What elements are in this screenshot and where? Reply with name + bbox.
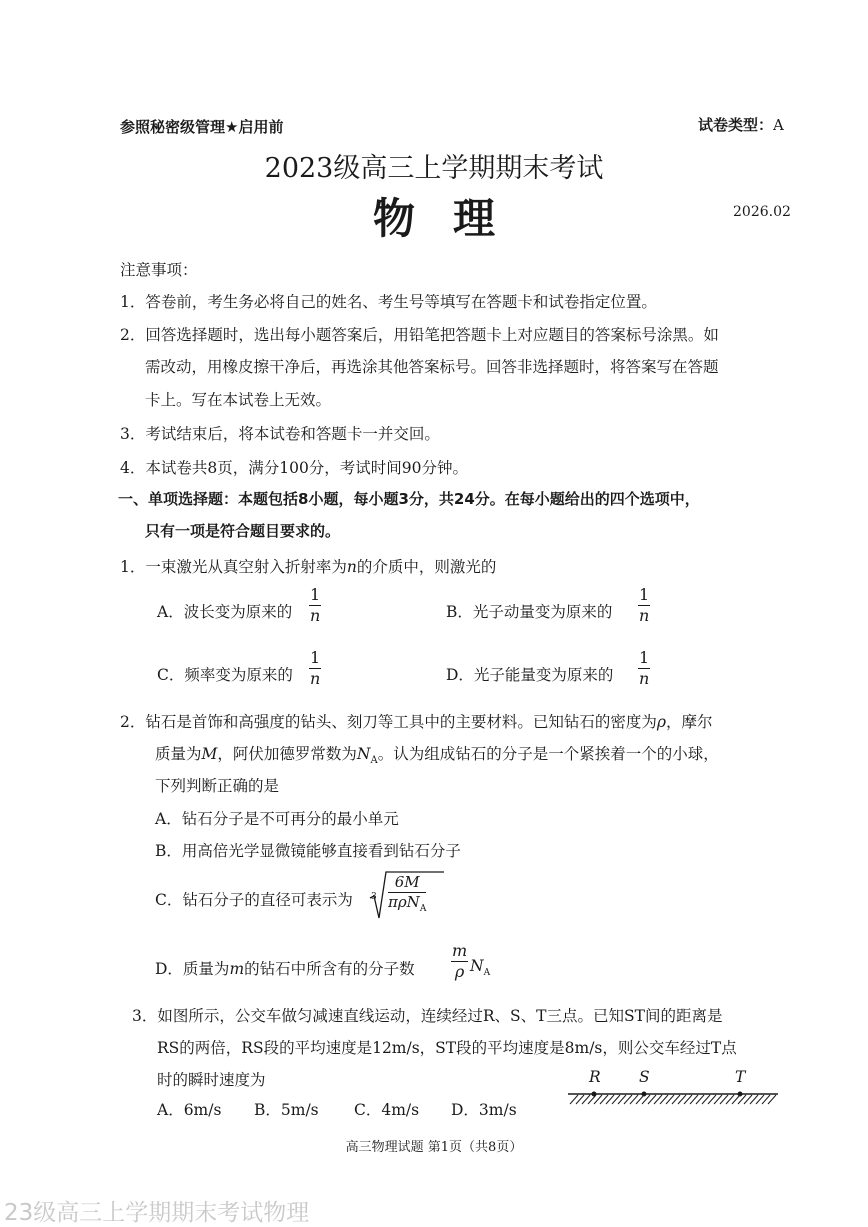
q2-option-c: C．钻石分子的直径可表示为 [155, 891, 353, 909]
question-1-stem: 1．一束激光从真空射入折射率为n的介质中，则激光的 [120, 558, 497, 576]
road-hatch-figure [566, 1090, 780, 1110]
q1-option-b-fraction: 1 n [638, 585, 650, 625]
question-3-stem-cont: RS的两倍，RS段的平均速度是12m/s，ST段的平均速度是8m/s，则公交车经过T点 [157, 1039, 737, 1057]
exam-title: 2023级高三上学期期末考试 [264, 153, 604, 184]
note-item: 卡上。写在本试卷上无效。 [145, 391, 332, 409]
watermark-text: 23级高三上学期期末考试物理 [4, 1200, 310, 1226]
q2-option-b: B．用高倍光学显微镜能够直接看到钻石分子 [155, 842, 461, 860]
question-2-stem: 2．钻石是首饰和高强度的钻头、刻刀等工具中的主要材料。已知钻石的密度为ρ，摩尔 [120, 713, 713, 731]
q3-option-c: C．4m/s [354, 1101, 420, 1119]
q2-option-d: D．质量为m的钻石中所含有的分子数 [155, 960, 415, 978]
q3-option-d: D．3m/s [451, 1101, 517, 1119]
q2-option-d-fraction: m ρ [452, 941, 468, 981]
note-item: 3．考试结束后，将本试卷和答题卡一并交回。 [120, 425, 440, 443]
q2-option-c-fraction: 6M πρN$_A$ [388, 873, 427, 914]
q2-option-a: A．钻石分子是不可再分的最小单元 [155, 810, 399, 828]
q1-option-c: C．频率变为原来的 [157, 666, 293, 684]
page-footer: 高三物理试题 第1页（共8页） [345, 1140, 523, 1155]
paper-type [698, 114, 784, 135]
subject-title: 物理 [372, 194, 533, 243]
q3-option-b: B．5m/s [254, 1101, 319, 1119]
notes-heading: 注意事项： [120, 261, 198, 279]
q1-option-c-fraction: 1 n [309, 648, 321, 688]
point-label-t: T [735, 1068, 746, 1086]
note-item: 2．回答选择题时，选出每小题答案后，用铅笔把答题卡上对应题目的答案标号涂黑。如 [120, 326, 719, 344]
question-2-stem-end: 下列判断正确的是 [155, 777, 280, 795]
q1-option-b: B．光子动量变为原来的 [446, 603, 613, 621]
exam-date: 2026.02 [733, 204, 791, 220]
confidentiality-label: 参照秘密级管理★启用前 [120, 118, 284, 136]
point-label-s: S [639, 1068, 650, 1086]
q1-option-a-fraction: 1 n [309, 585, 321, 625]
paper-type-label: 试卷类型： [698, 116, 774, 134]
section-heading-cont: 只有一项是符合题目要求的。 [145, 522, 341, 540]
q1-option-d-fraction: 1 n [638, 648, 650, 688]
question-3-stem: 3．如图所示，公交车做匀减速直线运动，连续经过R、S、T三点。已知ST间的距离是 [132, 1007, 723, 1025]
note-item: 4．本试卷共8页，满分100分，考试时间90分钟。 [120, 459, 469, 477]
q1-option-a: A．波长变为原来的 [157, 603, 293, 621]
question-3-stem-end: 时的瞬时速度为 [157, 1071, 266, 1089]
point-label-r: R [589, 1068, 601, 1086]
paper-type-value: A [773, 116, 784, 134]
question-2-stem-cont: 质量为M，阿伏加德罗常数为$N_A$。认为组成钻石的分子是一个紧挨着一个的小球， [155, 745, 719, 767]
q3-option-a: A．6m/s [157, 1101, 222, 1119]
note-item: 需改动，用橡皮擦干净后，再选涂其他答案标号。回答非选择题时，将答案写在答题 [145, 358, 719, 376]
q1-option-d: D．光子能量变为原来的 [446, 666, 614, 684]
note-item: 1．答卷前，考生务必将自己的姓名、考生号等填写在答题卡和试卷指定位置。 [120, 293, 657, 311]
avogadro-symbol: $N_A$ [470, 957, 491, 979]
root-index: 3 [371, 892, 377, 902]
section-heading: 一、单项选择题：本题包括8小题，每小题3分，共24分。在每小题给出的四个选项中， [118, 490, 700, 508]
